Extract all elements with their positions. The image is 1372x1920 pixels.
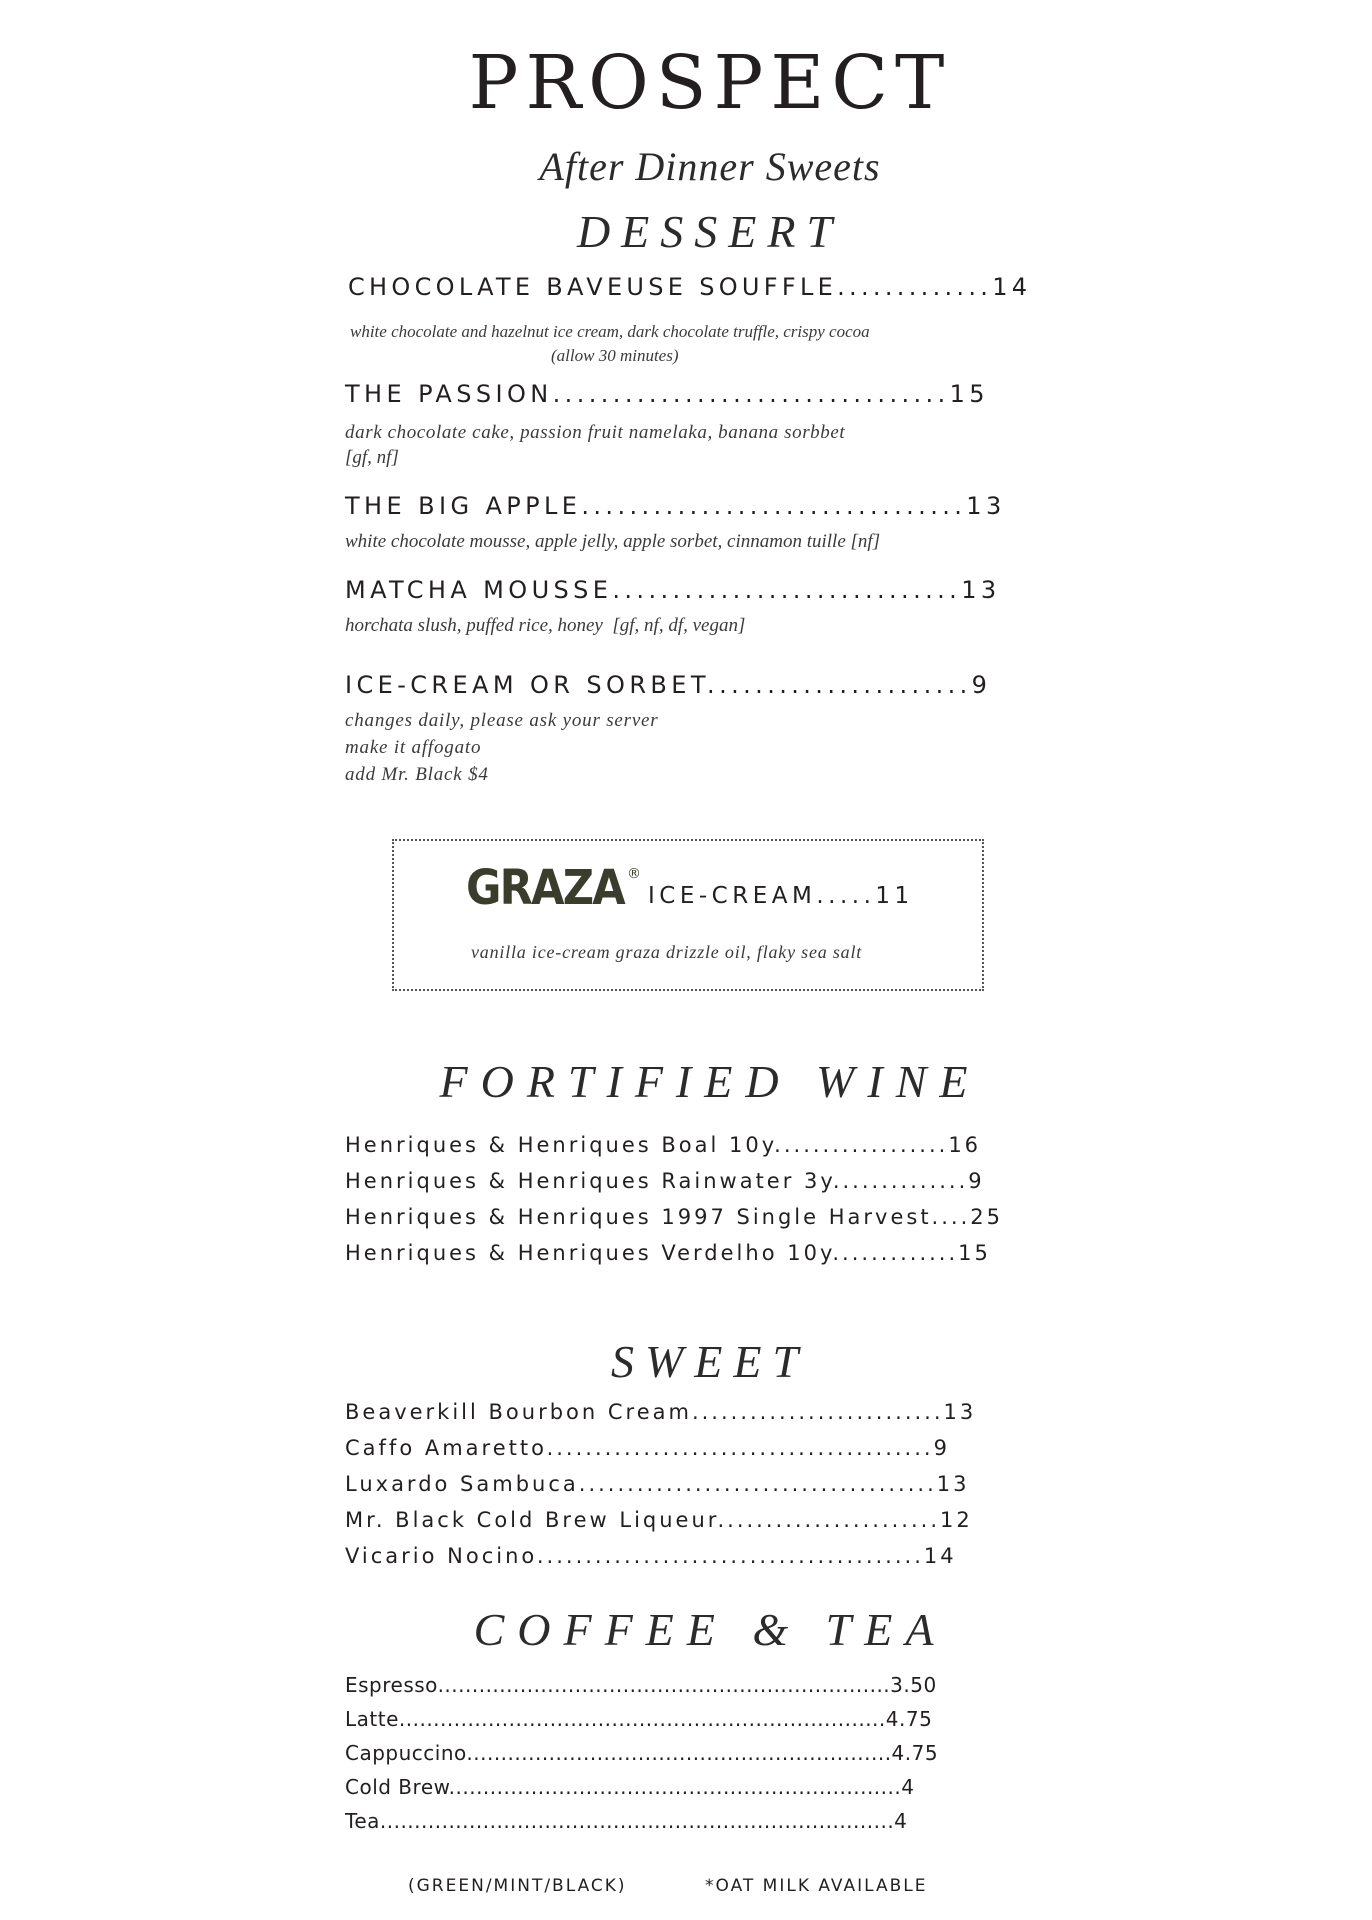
- dessert-desc-passion: dark chocolate cake, passion fruit namelaka, banana sorbbet: [345, 422, 846, 443]
- wine-item: Henriques & Henriques Verdelho 10y.............15: [345, 1241, 991, 1265]
- sweet-item: Mr. Black Cold Brew Liqueur.......................12: [345, 1508, 973, 1532]
- dessert-desc-big-apple: white chocolate mousse, apple jelly, apple sorbet, cinnamon tuille [nf]: [345, 531, 881, 552]
- dessert-desc-ice-cream: changes daily, please ask your server: [345, 710, 659, 731]
- graza-ice-cream-item: ICE-CREAM.....11: [648, 883, 914, 909]
- sweet-item: Vicario Nocino........................................14: [345, 1544, 957, 1568]
- restaurant-title: PROSPECT: [468, 40, 952, 126]
- dessert-item-souffle: CHOCOLATE BAVEUSE SOUFFLE.............14: [348, 273, 1032, 301]
- coffee-tea-heading: COFFEE & TEA: [473, 1604, 947, 1655]
- fortified-wine-heading: FORTIFIED WINE: [439, 1056, 981, 1107]
- dessert-desc-matcha: horchata slush, puffed rice, honey [gf, nf, df, vegan]: [345, 615, 746, 636]
- dessert-desc-souffle: white chocolate and hazelnut ice cream, dark chocolate truffle, crispy cocoa: [350, 322, 870, 341]
- dessert-item-passion: THE PASSION.................................15: [345, 380, 989, 408]
- dessert-note-souffle: (allow 30 minutes): [551, 346, 679, 365]
- wine-item: Henriques & Henriques 1997 Single Harvest....25: [345, 1205, 1003, 1229]
- sweet-heading: SWEET: [610, 1336, 810, 1387]
- dessert-note-passion: [gf, nf]: [345, 447, 399, 468]
- coffee-item-cold-brew: Cold Brew..................................................................4: [345, 1775, 915, 1799]
- dessert-affogato: make it affogato: [345, 737, 482, 758]
- coffee-item-espresso: Espresso..................................................................3.50: [345, 1673, 937, 1697]
- wine-item: Henriques & Henriques Rainwater 3y..............9: [345, 1169, 985, 1193]
- coffee-item-latte: Latte.......................................................................4.75: [345, 1707, 933, 1731]
- sweet-item: Beaverkill Bourbon Cream..........................13: [345, 1400, 977, 1424]
- dessert-item-big-apple: THE BIG APPLE................................13: [345, 492, 1006, 520]
- graza-logo: GRAZA: [466, 860, 624, 916]
- graza-desc: vanilla ice-cream graza drizzle oil, flaky sea salt: [471, 942, 863, 962]
- wine-item: Henriques & Henriques Boal 10y..................16: [345, 1133, 982, 1157]
- coffee-item-tea: Tea...........................................................................4: [345, 1809, 908, 1833]
- dessert-addon: add Mr. Black $4: [345, 764, 489, 785]
- registered-mark: ®: [627, 866, 641, 882]
- dessert-item-ice-cream: ICE-CREAM OR SORBET......................9: [345, 671, 992, 699]
- coffee-item-cappuccino: Cappuccino..............................................................4.75: [345, 1741, 939, 1765]
- menu-subtitle: After Dinner Sweets: [539, 144, 881, 189]
- oat-milk-note: *OAT MILK AVAILABLE: [705, 1876, 928, 1896]
- dessert-heading: DESSERT: [576, 206, 844, 257]
- sweet-item: Caffo Amaretto........................................9: [345, 1436, 950, 1460]
- sweet-item: Luxardo Sambuca.....................................13: [345, 1472, 970, 1496]
- dessert-item-matcha: MATCHA MOUSSE.............................13: [345, 576, 1001, 604]
- tea-options-note: (GREEN/MINT/BLACK): [408, 1876, 627, 1896]
